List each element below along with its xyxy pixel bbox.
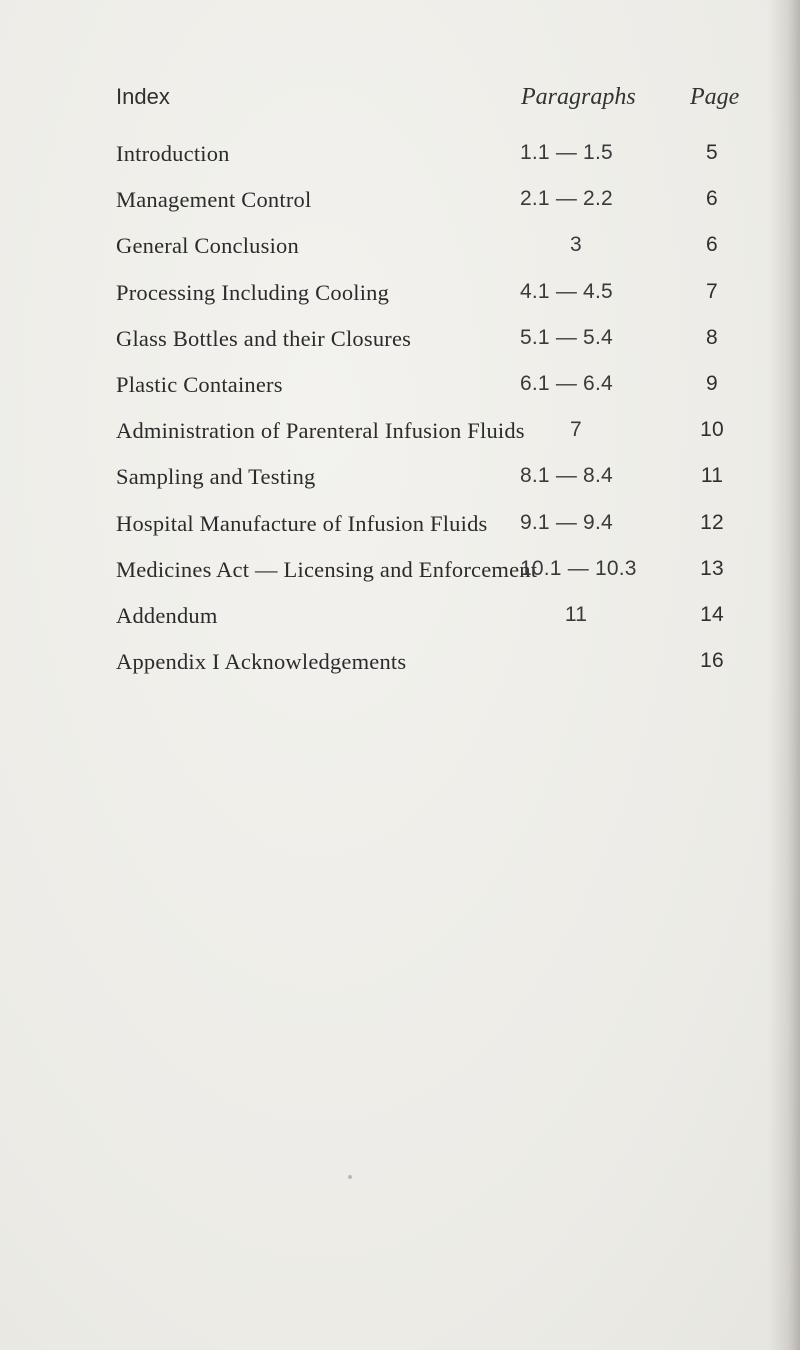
entry-page: 7 [706,279,718,303]
entry-paragraphs: 4.1 — 4.5 [520,279,613,303]
index-heading: Index [116,84,170,109]
entry-paragraphs: 8.1 — 8.4 [520,464,613,488]
index-header [0,84,800,116]
entry-title: Glass Bottles and their Closures [116,325,412,351]
entry-title: General Conclusion [116,233,299,259]
entry-paragraphs: 7 [570,418,582,442]
index-row [0,649,800,695]
entry-title: Addendum [116,602,218,628]
index-list [0,141,800,695]
entry-title: Management Control [116,187,312,213]
entry-page: 10 [700,418,724,442]
entry-paragraphs: 10.1 — 10.3 [520,556,637,580]
entry-title: Sampling and Testing [116,464,316,490]
entry-title: Processing Including Cooling [116,279,390,305]
entry-page: 6 [706,233,718,257]
entry-page: 6 [706,187,718,211]
index-row [0,603,800,649]
entry-title: Medicines Act — Licensing and Enforcement [116,556,538,582]
entry-page: 5 [706,141,718,164]
entry-paragraphs: 11 [564,602,588,626]
index-row [0,557,800,603]
entry-paragraphs: 9.1 — 9.4 [520,510,613,534]
entry-page: 12 [700,510,724,534]
entry-paragraphs: 3 [570,233,582,257]
entry-page: 8 [706,325,718,349]
index-row [0,141,800,187]
entry-title: Appendix I Acknowledgements [116,649,407,675]
entry-paragraphs: 5.1 — 5.4 [520,325,613,349]
entry-page: 9 [706,371,718,395]
index-row [0,418,800,464]
index-row [0,187,800,233]
index-row [0,464,800,510]
entry-paragraphs: 2.1 — 2.2 [520,187,613,211]
entry-paragraphs: 6.1 — 6.4 [520,371,613,395]
entry-title: Introduction [116,141,230,166]
entry-page: 11 [700,464,724,488]
index-row [0,372,800,418]
index-row [0,233,800,279]
entry-title: Hospital Manufacture of Infusion Fluids [116,510,488,536]
paper-speck [348,1175,352,1179]
index-row [0,511,800,557]
index-row [0,326,800,372]
entry-paragraphs: 1.1 — 1.5 [520,141,613,164]
entry-title: Administration of Parenteral Infusion Fluids [116,418,525,444]
page-heading: Page [690,84,740,110]
entry-page: 16 [700,649,724,673]
index-row [0,280,800,326]
entry-page: 13 [700,556,724,580]
paragraphs-heading: Paragraphs [521,84,636,110]
entry-title: Plastic Containers [116,371,283,397]
entry-page: 14 [700,602,724,626]
